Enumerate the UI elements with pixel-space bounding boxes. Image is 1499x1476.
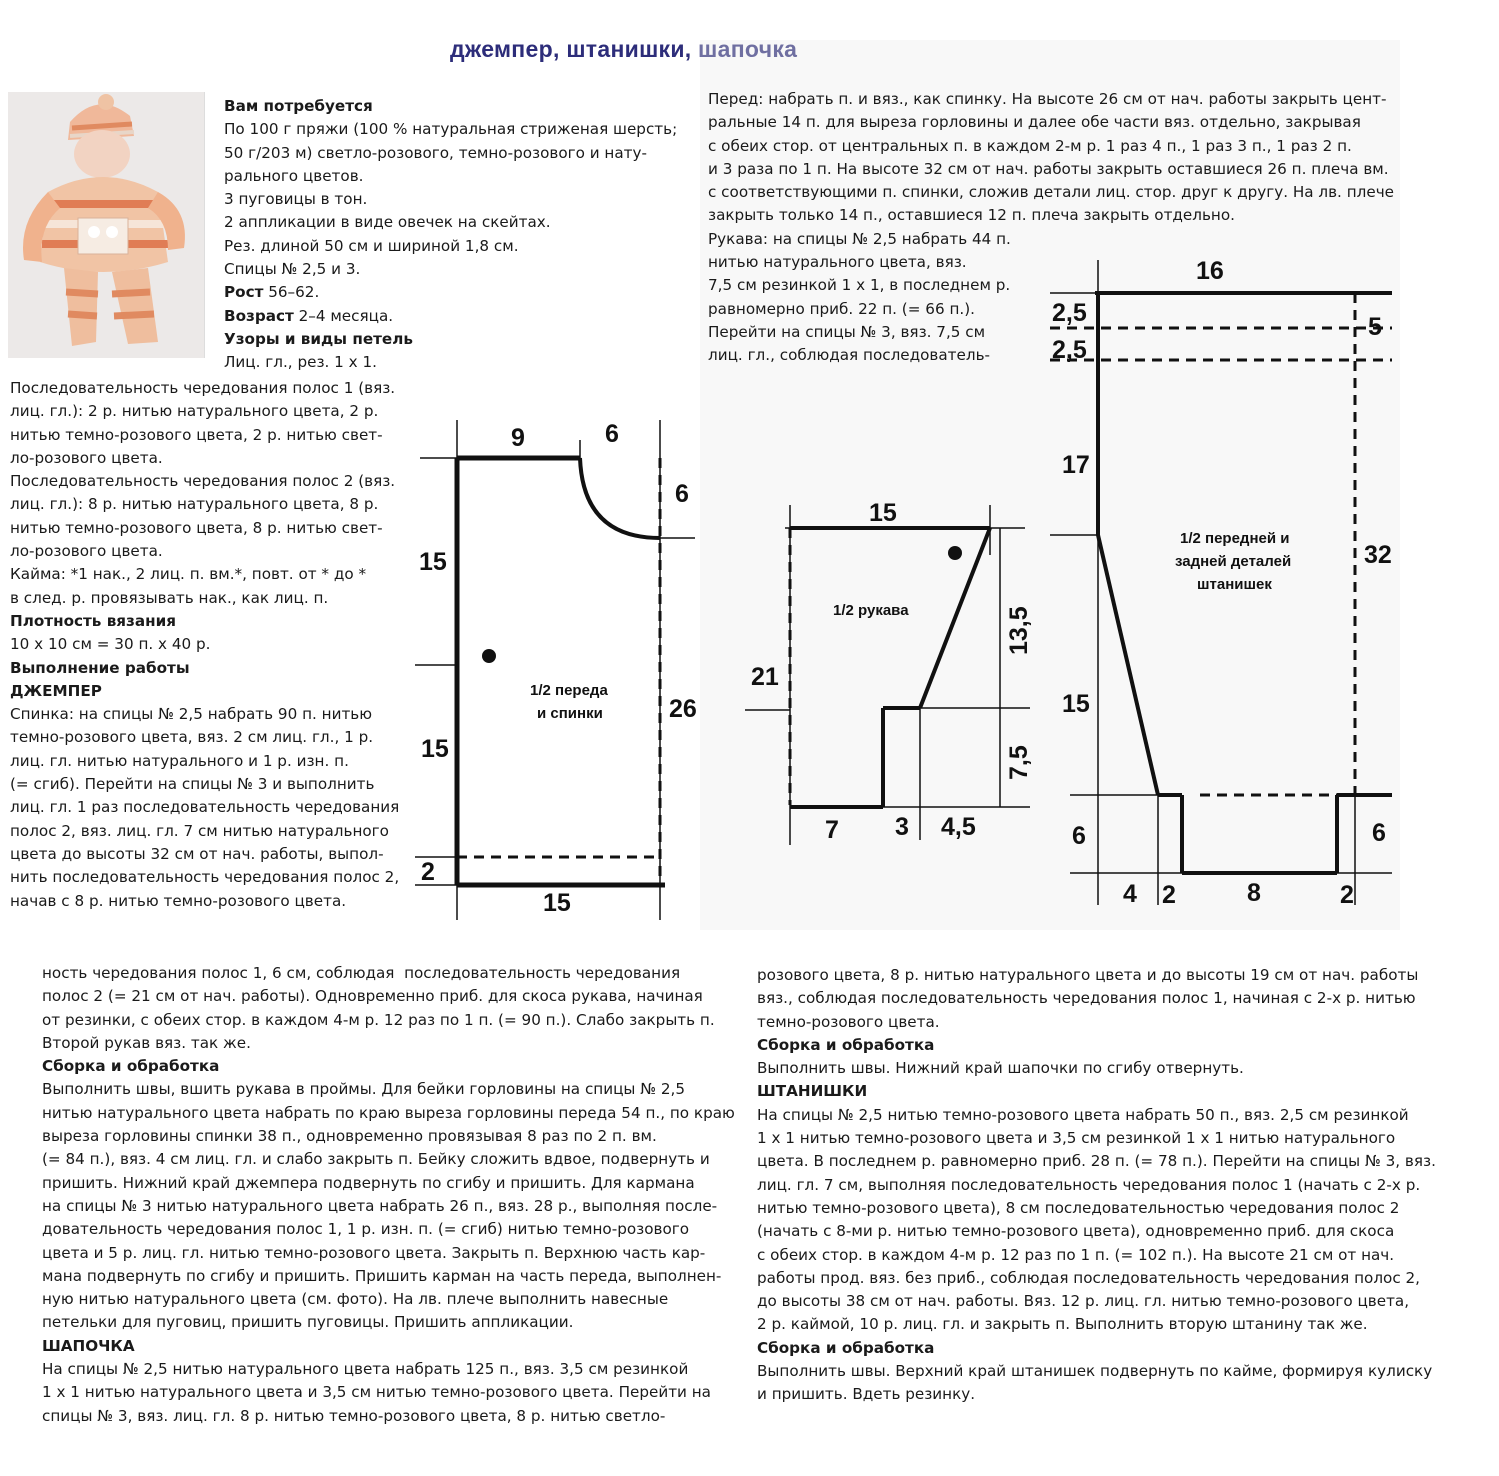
text-line: нитью темно-розового цвета, 8 р. нитью свет- [10,518,383,537]
text-line: 2 аппликации в виде овечек на скейтах. [224,213,551,232]
pants-label-line2: задней деталей [1175,553,1292,570]
section-heading: ШТАНИШКИ [757,1082,868,1101]
text-line: нитью темно-розового цвета), 8 см последовательностью чередования полос 2 [757,1198,1400,1217]
pants-dim-b2: 2 [1162,881,1176,909]
text-line: работы прод. вяз. без приб., соблюдая последовательность чередования полос 2, [757,1268,1421,1287]
sleeve-dot [948,546,962,560]
text-line: полос 2, вяз. лиц. гл. 7 см нитью натурального [10,821,389,840]
text-line: цвета и 5 р. лиц. гл. нитью темно-розового цвета. Закрыть п. Верхнюю часть кар- [42,1243,706,1262]
dim-bottom: 15 [543,889,571,917]
pants-dim-waist2: 2,5 [1052,336,1087,364]
pants-dim-b1: 4 [1123,880,1137,908]
text-line: нитью натурального цвета, вяз. [708,253,967,272]
dim-neck-depth: 6 [675,480,689,508]
baby-illustration [8,92,204,358]
text-line: Рост 56–62. [224,283,320,302]
sleeve-pattern-diagram [745,495,1035,855]
text-line: пришить. Нижний край джемпера подвернуть по сгибу и пришить. Для кармана [42,1173,695,1192]
text-line: розового цвета, 8 р. нитью натурального цвета и до высоты 19 см от нач. работы [757,966,1419,984]
dim-top-right: 6 [605,420,619,448]
body-label-line2: и спинки [537,705,603,722]
text-line: лиц. гл. нитью натурального и 1 р. изн. п. [10,751,349,770]
text-line: нитью натурального цвета набрать по краю выреза горловины переда 54 п., по краю [42,1103,735,1122]
section-heading: Сборка и обработка [757,1338,935,1357]
page-title: джемпер, штанишки, шапочка [450,36,798,62]
dim-left-upper: 15 [419,548,447,576]
section-heading: Вам потребуется [224,97,373,115]
text-line: Последовательность чередования полос 2 (вяз. [10,472,396,491]
hat-and-pants-instructions [757,964,1436,1407]
pants-dim-right-top: 5 [1368,313,1382,341]
dim-hem: 2 [421,858,435,886]
text-line: На спицы № 2,5 нитью темно-розового цвета набрать 50 п., вяз. 2,5 см резинкой [757,1105,1409,1124]
text-line: в след. р. провязывать нак., как лиц. п. [10,588,329,607]
text-line: закрыть только 14 п., оставшиеся 12 п. плеча закрыть отдельно. [708,206,1235,225]
text-line: Лиц. гл., рез. 1 х 1. [224,353,377,372]
text-line: Рез. длиной 50 см и шириной 1,8 см. [224,236,519,255]
pants-pattern-diagram [1050,255,1395,915]
text-line: 2 р. каймой, 10 р. лиц. гл. и закрыть п. Выполнить вторую штанину так же. [757,1315,1368,1334]
sleeve-dim-cuff: 7,5 [1005,745,1033,780]
sleeve-dim-left: 21 [751,663,779,691]
text-line: ло-розового цвета. [10,542,163,561]
section-heading: Плотность вязания [10,611,177,630]
text-line: и пришить. Вдеть резинку. [757,1385,976,1404]
pants-dim-b3: 8 [1247,879,1261,907]
sleeve-dim-b2: 3 [895,813,909,841]
text-line: Кайма: *1 нак., 2 лиц. п. вм.*, повт. от * до * [10,565,367,584]
text-line: (= 84 п.), вяз. 4 см лиц. гл. и слабо закрыть п. Бейку сложить вдвое, подвернуть и [42,1150,710,1169]
section-heading: Узоры и виды петель [224,329,413,348]
body-label-line1: 1/2 переда [530,682,608,699]
section-heading: ШАПОЧКА [42,1336,135,1355]
text-line: По 100 г пряжи (100 % натуральная стриженая шерсть; [224,120,678,139]
text-line: с обеих стор. от центральных п. в каждом 2-м р. 1 раз 4 п., 1 раз 3 п., 1 раз 2 п. [708,136,1352,155]
text-line: (начать с 8-ми р. нитью темно-розового цвета), одновременно приб. для скоса [757,1222,1395,1241]
text-line: и 3 раза по 1 п. На высоте 32 см от нач. работы закрыть оставшиеся 26 п. плеча вм. [708,159,1389,178]
text-line: Спицы № 2,5 и 3. [224,260,361,279]
text-line: до высоты 38 см от нач. работы. Вяз. 12 р. лиц. гл. нитью темно-розового цвета, [757,1292,1410,1311]
text-line: Спинка: на спицы № 2,5 набрать 90 п. нитью [10,705,373,724]
text-line: На спицы № 2,5 нитью натурального цвета набрать 125 п., вяз. 3,5 см резинкой [42,1360,689,1379]
sleeve-dim-b1: 7 [825,816,839,844]
text-line: петельки для пуговиц, пришить пуговицы. Пришить аппликации. [42,1313,574,1332]
text-line: выреза горловины спинки 38 п., одновременно провязывая 8 раз по 2 п. вм. [42,1127,657,1146]
text-line: Второй рукав вяз. так же. [42,1033,251,1052]
text-line: лиц. гл.): 2 р. нитью натурального цвета, 2 р. [10,402,379,421]
text-line: нить последовательность чередования полос 2, [10,868,400,887]
text-line: Выполнить швы, вшить рукава в проймы. Для бейки горловины на спицы № 2,5 [42,1080,686,1099]
text-line: лиц. гл. 1 раз последовательность чередования [10,798,400,817]
dim-top-left: 9 [511,424,525,452]
text-line: равномерно приб. 22 п. (= 66 п.). [708,299,975,318]
baby-photo [8,92,205,358]
text-line: цвета до высоты 32 см от нач. работы, выпол- [10,844,384,863]
text-line: ло-розового цвета. [10,448,163,467]
text-line: рального цветов. [224,166,364,185]
text-line: 1 х 1 нитью натурального цвета и 3,5 см нитью темно-розового цвета. Перейти на [42,1383,711,1402]
jumper-instructions [10,377,399,913]
text-line: 1 х 1 нитью темно-розового цвета и 3,5 см резинкой 1 х 1 нитью натурального [757,1129,1396,1148]
dim-left-lower: 15 [421,735,449,763]
text-line: начав с 8 р. нитью темно-розового цвета. [10,891,347,910]
section-heading: Выполнение работы [10,658,190,677]
text-line: ральные 14 п. для выреза горловины и далее обе части вяз. отдельно, закрывая [708,113,1361,132]
text-line: Перед: набрать п. и вяз., как спинку. На высоте 26 см от нач. работы закрыть цент- [708,90,1387,108]
pants-dim-waist1: 2,5 [1052,299,1087,327]
text-line: спицы № 3, вяз. лиц. гл. 8 р. нитью темно-розового цвета, 8 р. нитью светло- [42,1406,666,1425]
text-line: от резинки, с обеих стор. в каждом 4-м р. 12 раз по 1 п. (= 90 п.). Слабо закрыть п. [42,1010,715,1029]
dim-right-total: 26 [669,695,697,723]
text-line: темно-розового цвета. [757,1012,940,1031]
text-line: полос 2 (= 21 см от нач. работы). Одновременно приб. для скоса рукава, начиная [42,987,703,1006]
text-line: Выполнить швы. Верхний край штанишек подвернуть по кайме, формируя кулиску [757,1362,1433,1381]
text-line: с обеих стор. в каждом 4-м р. 12 раз по 1 п. (= 102 п.). На высоте 21 см от нач. [757,1245,1395,1264]
text-line: 7,5 см резинкой 1 х 1, в последнем р. [708,276,1011,295]
pants-dim-left-mid: 17 [1062,451,1090,479]
text-line: лиц. гл.): 8 р. нитью натурального цвета, 8 р. [10,495,379,514]
text-line: цвета. В последнем р. равномерно приб. 28 п. (= 78 п.). Перейти на спицы № 3, вяз. [757,1152,1436,1171]
pants-dim-right-total: 32 [1364,541,1392,569]
text-line: лиц. гл., соблюдая последователь- [708,346,991,365]
pants-label-line3: штанишек [1197,576,1272,593]
text-line: Выполнить швы. Нижний край шапочки по сгибу отвернуть. [757,1059,1244,1078]
text-line: Возраст 2–4 месяца. [224,306,394,325]
knit-direction-dot [482,649,496,663]
body-pattern-diagram [415,420,705,920]
materials-block [224,95,677,375]
text-line: 3 пуговицы в тон. [224,190,368,209]
sleeve-dim-b3: 4,5 [941,813,976,841]
pants-dim-cuff-left: 6 [1072,822,1086,850]
text-line: Перейти на спицы № 3, вяз. 7,5 см [708,322,986,341]
text-line: вяз., соблюдая последовательность чередования полос 1, начиная с 2-х р. нитью [757,989,1416,1008]
assembly-and-hat-instructions [42,962,735,1428]
pants-dim-top: 16 [1196,257,1224,285]
text-line: лиц. гл. 7 см, выполняя последовательность чередования полос 1 (начать с 2-х р. [757,1175,1421,1194]
text-line: 10 х 10 см = 30 п. х 40 р. [10,635,211,654]
text-line: с соответствующими п. спинки, сложив детали лиц. стор. друг к другу. На лв. плече [708,183,1395,202]
pants-label-line1: 1/2 передней и [1180,530,1290,547]
text-line: на спицы № 3 нитью натурального цвета набрать 26 п., вяз. 28 р., выполняя после- [42,1196,718,1215]
section-heading: ДЖЕМПЕР [10,681,102,700]
text-line: ность чередования полос 1, 6 см, соблюдая последовательность чередования [42,964,681,982]
pants-dim-left-low: 15 [1062,690,1090,718]
text-line: довательность чередования полос 1, 1 р. изн. п. (= сгиб) нитью темно-розового [42,1220,690,1239]
text-line: ную нитью натурального цвета (см. фото). На лв. плече выполнить навесные [42,1290,669,1309]
sleeve-dim-slope: 13,5 [1005,606,1033,655]
text-line: 50 г/203 м) светло-розового, темно-розового и нату- [224,143,647,162]
text-line: Последовательность чередования полос 1 (вяз. [10,379,396,397]
text-line: нитью темно-розового цвета, 2 р. нитью свет- [10,425,383,444]
text-line: темно-розового цвета, вяз. 2 см лиц. гл., 1 р. [10,728,374,747]
text-line: (= сгиб). Перейти на спицы № 3 и выполнить [10,775,375,794]
section-heading: Сборка и обработка [757,1035,935,1054]
section-heading: Сборка и обработка [42,1057,220,1076]
pants-dim-b4: 2 [1340,881,1354,909]
text-line: Рукава: на спицы № 2,5 набрать 44 п. [708,229,1011,248]
sleeve-dim-top: 15 [869,499,897,527]
sleeve-label: 1/2 рукава [833,602,909,619]
text-line: мана подвернуть по сгибу и пришить. Пришить карман на часть переда, выполнен- [42,1266,722,1285]
pants-dim-cuff-right: 6 [1372,819,1386,847]
